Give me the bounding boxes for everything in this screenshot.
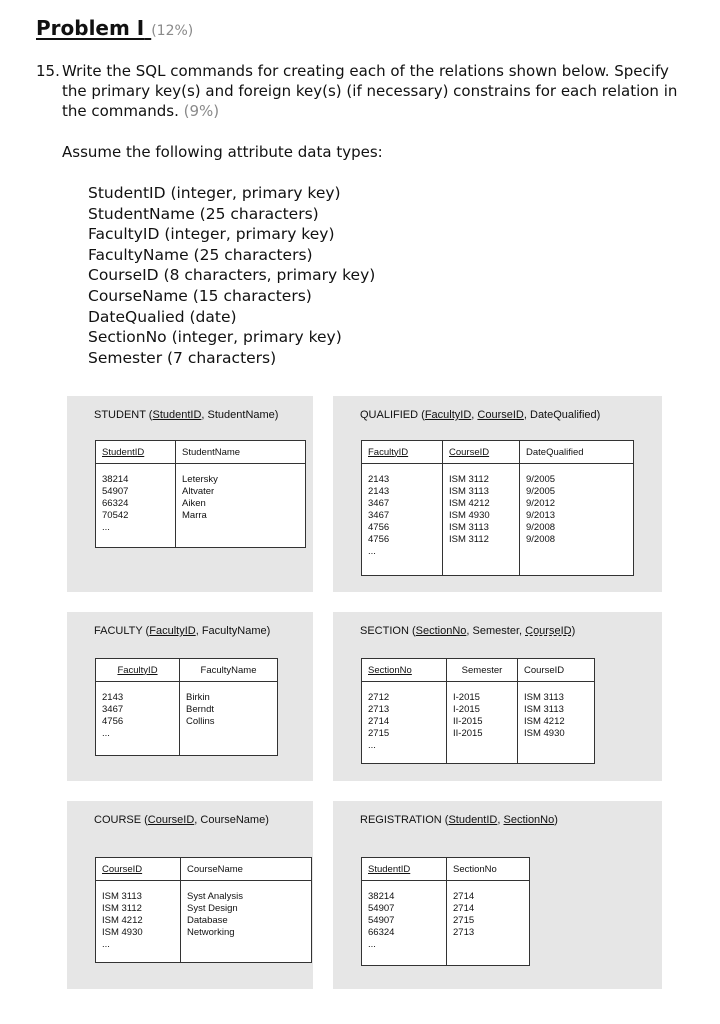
column-header: SectionNo <box>447 858 530 881</box>
attribute-type-item: CourseName (15 characters) <box>88 286 312 305</box>
attribute-type-item: SectionNo (integer, primary key) <box>88 328 342 347</box>
question-weight: (9%) <box>183 102 220 120</box>
faculty-caption: FACULTY (FacultyID, FacultyName) <box>94 625 271 637</box>
course-caption: COURSE (CourseID, CourseName) <box>94 814 269 826</box>
column-header: CourseName <box>181 858 312 881</box>
column-header: StudentID <box>102 446 145 458</box>
question-15 <box>36 61 686 121</box>
table-cell: 9/2005 9/2005 9/2012 9/2013 9/2008 9/2008 <box>520 464 634 576</box>
table-cell: Birkin Berndt Collins <box>180 682 278 756</box>
column-header: SectionNo <box>368 664 412 676</box>
student-table <box>95 440 306 548</box>
attribute-type-list <box>88 183 375 368</box>
column-header: FacultyID <box>117 664 158 676</box>
problem-title: Problem I (12%) <box>36 16 194 40</box>
column-header: Semester <box>447 659 518 682</box>
table-cell: 38214 54907 66324 70542 ... <box>96 464 176 548</box>
attribute-type-item: DateQualied (date) <box>88 307 237 326</box>
attribute-type-item: StudentID (integer, primary key) <box>88 184 341 202</box>
registration-panel <box>333 801 662 989</box>
column-header: StudentID <box>368 863 411 875</box>
table-cell: Syst Analysis Syst Design Database Networking <box>181 881 312 963</box>
student-panel <box>67 396 313 592</box>
student-caption: STUDENT (StudentID, StudentName) <box>94 409 279 421</box>
table-cell: I-2015 I-2015 II-2015 II-2015 <box>447 682 518 764</box>
section-caption: SECTION (SectionNo, Semester, CourseID) <box>360 625 576 637</box>
assume-text: Assume the following attribute data types: <box>62 143 383 161</box>
table-cell: ISM 3113 ISM 3112 ISM 4212 ISM 4930 ... <box>96 881 181 963</box>
faculty-panel <box>67 612 313 781</box>
column-header: FacultyName <box>180 659 278 682</box>
table-cell: ISM 3113 ISM 3113 ISM 4212 ISM 4930 <box>518 682 595 764</box>
course-panel <box>67 801 313 989</box>
qualified-table <box>361 440 634 576</box>
column-header: CourseID <box>449 446 490 458</box>
question-text: Write the SQL commands for creating each of the relations shown below. Specify the primary key(s) and foreign key(s) (if necessary) constrains for each relation in the commands. <box>62 62 678 120</box>
registration-caption: REGISTRATION (StudentID, SectionNo) <box>360 814 558 826</box>
registration-table <box>361 857 530 966</box>
table-cell: 38214 54907 54907 66324 ... <box>362 881 447 966</box>
column-header: CourseID <box>518 659 595 682</box>
attribute-type-item: FacultyName (25 characters) <box>88 245 313 264</box>
faculty-table <box>95 658 278 756</box>
problem-weight: (12%) <box>151 23 194 39</box>
attribute-type-item: StudentName (25 characters) <box>88 204 319 223</box>
column-header: CourseID <box>102 863 143 875</box>
column-header: StudentName <box>176 441 306 464</box>
table-cell: 2714 2714 2715 2713 <box>447 881 530 966</box>
column-header: FacultyID <box>368 446 409 458</box>
question-number: 15. <box>36 62 60 80</box>
table-cell: Letersky Altvater Aiken Marra <box>176 464 306 548</box>
course-table <box>95 857 312 963</box>
attribute-type-item: CourseID (8 characters, primary key) <box>88 266 376 285</box>
section-table <box>361 658 595 764</box>
qualified-panel <box>333 396 662 592</box>
attribute-type-item: FacultyID (integer, primary key) <box>88 225 335 244</box>
section-panel <box>333 612 662 781</box>
column-header: DateQualified <box>520 441 634 464</box>
attribute-type-item: Semester (7 characters) <box>88 348 277 367</box>
table-cell: 2143 3467 4756 ... <box>96 682 180 756</box>
table-cell: 2712 2713 2714 2715 ... <box>362 682 447 764</box>
table-cell: 2143 2143 3467 3467 4756 4756 ... <box>362 464 443 576</box>
table-cell: ISM 3112 ISM 3113 ISM 4212 ISM 4930 ISM 3113 ISM 3112 <box>443 464 520 576</box>
qualified-caption: QUALIFIED (FacultyID, CourseID, DateQualified) <box>360 409 601 421</box>
